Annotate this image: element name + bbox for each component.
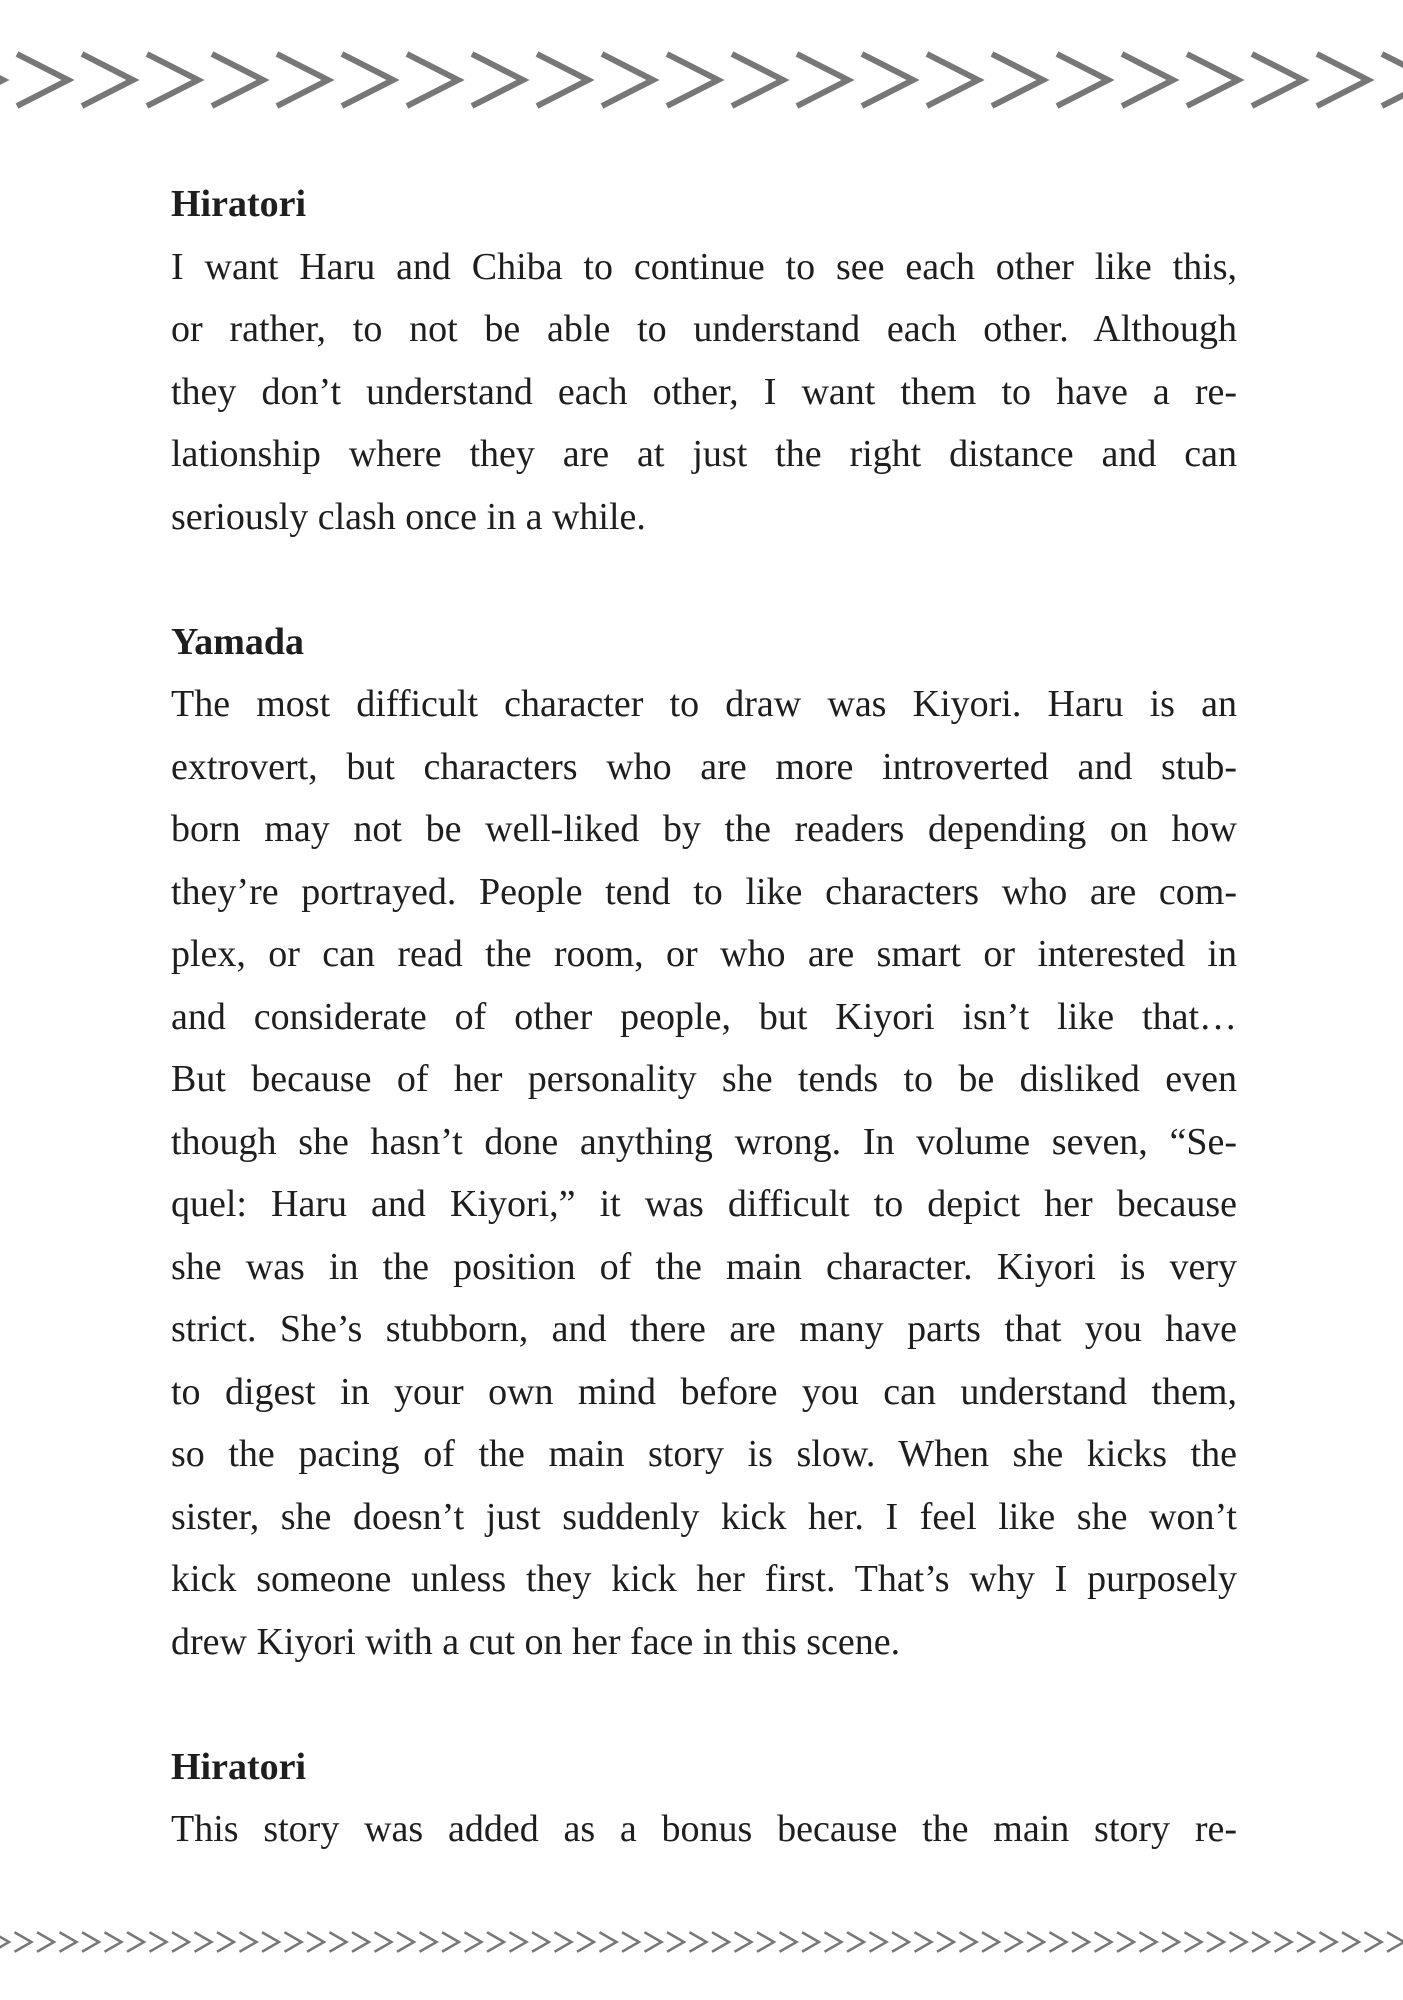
chevron-icon: [37, 1932, 54, 1952]
chevron-icon: [352, 1932, 369, 1952]
chevron-icon: [1365, 1932, 1382, 1952]
chevron-icon: [1317, 54, 1368, 106]
chevron-icon: [212, 54, 263, 106]
text-line: to digest in your own mind before you can understand them,: [171, 1370, 1237, 1413]
chevron-icon: [1252, 54, 1303, 106]
chevron-icon: [622, 1932, 639, 1952]
chevron-icon: [0, 54, 3, 106]
chevron-icon: [307, 1932, 324, 1952]
chevron-icon: [537, 54, 588, 106]
chevron-icon: [407, 54, 458, 106]
chevron-icon: [1252, 1932, 1269, 1952]
chevron-icon: [1187, 54, 1238, 106]
chevron-icon: [757, 1932, 774, 1952]
speaker-name: Yamada: [171, 620, 305, 663]
chevron-icon: [1122, 54, 1173, 106]
chevron-icon: [262, 1932, 279, 1952]
chevron-icon: [927, 54, 978, 106]
chevron-icon: [732, 54, 783, 106]
chevron-icon: [82, 1932, 99, 1952]
chevron-icon: [420, 1932, 437, 1952]
chevron-icon: [1387, 1932, 1403, 1952]
text-line: she was in the position of the main character. Kiyori is very: [171, 1245, 1237, 1288]
chevron-icon: [17, 54, 68, 106]
speaker-name: Hiratori: [171, 183, 307, 225]
chevron-icon: [375, 1932, 392, 1952]
chevron-border-bottom: [0, 1930, 1403, 1954]
text-line: strict. She’s stubborn, and there are many parts that you have: [171, 1308, 1237, 1350]
text-line: they don’t understand each other, I want them to have a re-: [171, 370, 1237, 413]
text-line: plex, or can read the room, or who are smart or interested in: [171, 933, 1237, 975]
chevron-icon: [277, 54, 328, 106]
chevron-icon: [600, 1932, 617, 1952]
chevron-icon: [645, 1932, 662, 1952]
chevron-icon: [472, 54, 523, 106]
chevron-icon: [1072, 1932, 1089, 1952]
section-gap: [171, 548, 1237, 611]
chevron-icon: [690, 1932, 707, 1952]
chevron-icon: [60, 1932, 77, 1952]
text-line: The most difficult character to draw was Kiyori. Haru is an: [171, 683, 1237, 725]
chevron-icon: [510, 1932, 527, 1952]
chevron-icon: [195, 1932, 212, 1952]
text-line: seriously clash once in a while.: [171, 495, 646, 538]
chevron-icon: [217, 1932, 234, 1952]
chevron-icon: [555, 1932, 572, 1952]
chevron-icon: [825, 1932, 842, 1952]
chevron-icon: [780, 1932, 797, 1952]
chevron-icon: [1382, 54, 1403, 106]
chevron-icon: [1342, 1932, 1359, 1952]
chevron-icon: [1297, 1932, 1314, 1952]
text-line: though she hasn’t done anything wrong. In volume seven, “Se-: [171, 1120, 1237, 1163]
chevron-icon: [285, 1932, 302, 1952]
chevron-icon: [602, 54, 653, 106]
chevron-icon: [15, 1932, 32, 1952]
chevron-icon: [1185, 1932, 1202, 1952]
chevron-icon: [1162, 1932, 1179, 1952]
chevron-icon: [1230, 1932, 1247, 1952]
text-line: lationship where they are at just the right distance and can: [171, 433, 1237, 475]
chevron-icon: [397, 1932, 414, 1952]
text-line: drew Kiyori with a cut on her face in this scene.: [171, 1620, 901, 1663]
text-line: kick someone unless they kick her first. That’s why I purposely: [171, 1558, 1237, 1600]
text-line: and considerate of other people, but Kiyori isn’t like that…: [171, 995, 1237, 1038]
chevron-icon: [712, 1932, 729, 1952]
chevron-icon: [1320, 1932, 1337, 1952]
chevron-icon: [937, 1932, 954, 1952]
text-line: they’re portrayed. People tend to like characters who are com-: [171, 870, 1237, 913]
text-line: sister, she doesn’t just suddenly kick her. I feel like she won’t: [171, 1495, 1237, 1538]
chevron-icon: [1027, 1932, 1044, 1952]
text-line: or rather, to not be able to understand each other. Although: [171, 308, 1237, 350]
speaker-name: Hiratori: [171, 1745, 307, 1788]
chevron-icon: [1275, 1932, 1292, 1952]
chevron-icon: [1057, 54, 1108, 106]
chevron-icon: [0, 1932, 9, 1952]
text-line: extrovert, but characters who are more introverted and stub-: [171, 745, 1237, 788]
chevron-icon: [105, 1932, 122, 1952]
chevron-icon: [870, 1932, 887, 1952]
chevron-icon: [735, 1932, 752, 1952]
chevron-icon: [127, 1932, 144, 1952]
chevron-icon: [915, 1932, 932, 1952]
chevron-icon: [862, 54, 913, 106]
text-line: so the pacing of the main story is slow. When she kicks the: [171, 1433, 1237, 1475]
interview-text: [171, 173, 1237, 1861]
chevron-icon: [667, 1932, 684, 1952]
section-gap: [171, 1673, 1237, 1736]
chevron-icon: [330, 1932, 347, 1952]
chevron-icon: [667, 54, 718, 106]
chevron-icon: [342, 54, 393, 106]
chevron-icon: [982, 1932, 999, 1952]
chevron-icon: [797, 54, 848, 106]
chevron-icon: [147, 54, 198, 106]
text-line: born may not be well-liked by the readers depending on how: [171, 808, 1237, 850]
chevron-icon: [532, 1932, 549, 1952]
chevron-icon: [577, 1932, 594, 1952]
chevron-icon: [847, 1932, 864, 1952]
chevron-icon: [1117, 1932, 1134, 1952]
chevron-icon: [82, 54, 133, 106]
chevron-icon: [1095, 1932, 1112, 1952]
chevron-icon: [1005, 1932, 1022, 1952]
text-line: quel: Haru and Kiyori,” it was difficult to depict her because: [171, 1183, 1237, 1225]
chevron-border-top: [0, 50, 1403, 110]
chevron-icon: [992, 54, 1043, 106]
chevron-icon: [1140, 1932, 1157, 1952]
chevron-icon: [487, 1932, 504, 1952]
chevron-icon: [442, 1932, 459, 1952]
chevron-icon: [802, 1932, 819, 1952]
chevron-icon: [150, 1932, 167, 1952]
text-line: But because of her personality she tends to be disliked even: [171, 1058, 1237, 1100]
chevron-icon: [240, 1932, 257, 1952]
chevron-icon: [1050, 1932, 1067, 1952]
text-line: This story was added as a bonus because the main story re-: [171, 1808, 1237, 1850]
text-line: I want Haru and Chiba to continue to see each other like this,: [171, 245, 1237, 288]
chevron-icon: [1207, 1932, 1224, 1952]
chevron-icon: [892, 1932, 909, 1952]
chevron-icon: [960, 1932, 977, 1952]
chevron-icon: [465, 1932, 482, 1952]
chevron-icon: [172, 1932, 189, 1952]
